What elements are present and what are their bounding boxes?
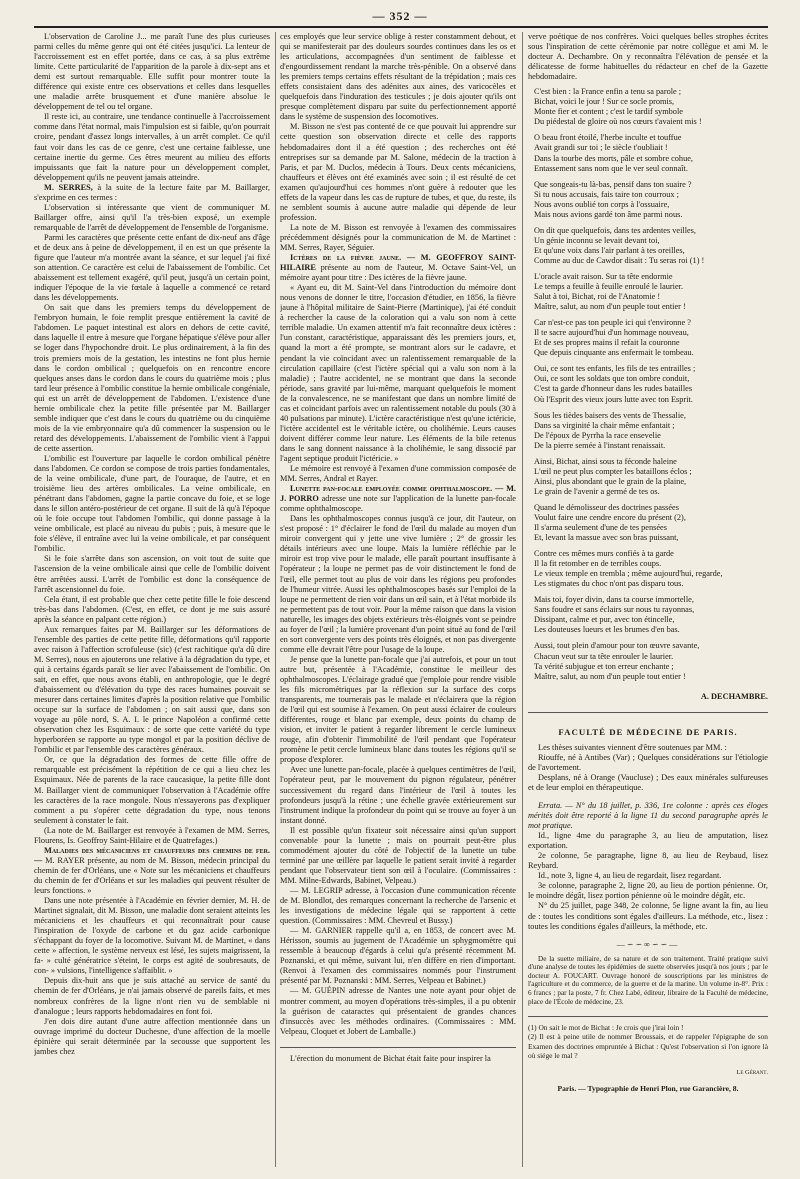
poem-line: Car n'est-ce pas ton peuple ici qui t'environne ? bbox=[534, 318, 691, 328]
poem-line: Maître, salut, au nom d'un peuple tout entier ! bbox=[534, 302, 686, 312]
poem-line: O beau front étoilé, l'herbe inculte et touffue bbox=[534, 133, 682, 143]
poem-line: C'est ta garde d'honneur dans les rudes batailles bbox=[534, 384, 693, 394]
errata-paragraph: Id., ligne 4me du paragraphe 3, au lieu de amputation, lisez exportation. bbox=[528, 831, 768, 851]
stanza bbox=[534, 272, 768, 318]
paragraph: verve poétique de nos confrères. Voici quelques belles strophes écrites sous l'inspiration de cette cérémonie par notre collègue et ami M. le docteur A. Dechambre. On y reconnaîtra l'élévation de pensée et la délicatesse de forme habituelles du rédacteur en chef de la Gazette hebdomadaire. bbox=[528, 32, 768, 82]
poem-line: Contre ces mêmes murs confiés à ta garde bbox=[534, 549, 674, 559]
poem bbox=[534, 87, 768, 687]
three-column-body bbox=[34, 32, 768, 1167]
section-divider bbox=[528, 712, 768, 713]
paragraph bbox=[34, 183, 270, 203]
stanza bbox=[534, 595, 768, 641]
poem-line: Et qu'une voix dans l'air parlant à tes oreilles, bbox=[534, 245, 685, 255]
poem-line: Voulut faire une cendre encore du présent (2), bbox=[534, 512, 686, 522]
footnotes bbox=[528, 1023, 768, 1060]
poem-line: Un génie inconnu se levait devant toi, bbox=[534, 235, 660, 245]
poem-line: Et, levant la massue avec son bras puissant, bbox=[534, 533, 679, 543]
errata-paragraph: 3e colonne, paragraphe 2, ligne 20, au lieu de portion pénienne. Or, le moindre dégât, lisez portion pénienne où le moindre dégât, etc. bbox=[528, 881, 768, 901]
paragraph: Depuis dix-huit ans que je suis attaché au service de santé du chemin de fer d'Orléans, je n'ai jamais observé de pareils faits, et mes nombreux confrères de la ligne n'ont rien vu de semblable ni d'analogue ; leurs rapports hebdomadaires en font foi. bbox=[34, 976, 270, 1016]
poem-line: L'oracle avait raison. Sur ta tête endormie bbox=[534, 271, 673, 281]
poem-line: Si tu nous accusais, fais taire ton courroux ; bbox=[534, 189, 679, 199]
poem-line: Du piédestal de gloire où nos cœurs t'avaient mis ! bbox=[534, 117, 702, 127]
paragraph-text: M. RAYER présente, au nom de M. Bisson, médecin principal du chemin de fer d'Orléans, une « Note sur les mécaniciens et chauffeurs du chemin de fer d'Orléans et sur les maladies qui peuvent résulter de leurs fonctions. » bbox=[34, 855, 270, 895]
paragraph: Les thèses suivantes viennent d'être soutenues par MM. : bbox=[538, 742, 727, 752]
paragraph: L'observation si intéressante que vient de communiquer M. Baillarger offre, ainsi qu'il l'a très-bien exposé, un exemple remarquable de l'arrêt de développement de l'ensemble de l'organisme. bbox=[34, 202, 270, 232]
footnote: (1) On sait le mot de Bichat : Je crois que j'irai loin ! bbox=[528, 1023, 684, 1033]
paragraph: J'en dois dire autant d'une autre affection mentionnée dans un ouvrage imprimé du docteur Duchesne, d'une affection de la moelle épinière qui serait déterminée par la secousse que supportent les jambes chez bbox=[34, 1016, 270, 1056]
poem-line: Il te sacre aujourd'hui d'un hommage nouveau, bbox=[534, 328, 689, 338]
poem-line: Oui, ce sont les soldats que ton ombre conduit, bbox=[534, 374, 690, 384]
poem-line: Chacun veut sur ta tête enrouler le laurier. bbox=[534, 651, 674, 661]
poem-line: Mais toi, foyer divin, dans ta course immortelle, bbox=[534, 595, 694, 605]
article-heading: Ictères de la fièvre jaune. — M. GEOFFROY SAINT-HILAIRE bbox=[280, 253, 516, 273]
footnote: (2) Il est à peine utile de nommer Broussais, et de rappeler l'épigraphe de son Examen des doctrines empruntée à Bichat : Qu'est l'observation si l'on ignore là où siége le mal ? bbox=[528, 1032, 768, 1060]
paragraph: Desplans, né à Orange (Vaucluse) ; Des eaux minérales sulfureuses et de leur emploi en thérapeutique. bbox=[528, 772, 768, 792]
paragraph: L'observation de Caroline J... me paraît l'une des plus curieuses parmi celles du même genre qui ont été citées jusqu'ici. La lenteur de l'accroissement est en effet portée, dans ce cas, à sa plus extrême limite. Cette particularité de l'apparition de la parole à dix-sept ans et demi est surtout remarquable. Elle suffit pour montrer toute la différence qui existe entre ces observations et celles dans lesquelles une maladie arrête brusquement et d'une manière absolue le développement de tel ou tel organe. bbox=[34, 32, 270, 112]
poem-line: Ta vérité subjugue et ton erreur enchante ; bbox=[534, 661, 674, 671]
paragraph: — M. LEGRIP adresse, à l'occasion d'une communication récente de M. Blondlot, des remarques concernant la recherche de l'arsenic et les investigations de médecine légale qui se rapportent à cette question. (Commissaires : MM. Chevreul et Bussy.) bbox=[280, 885, 516, 926]
paragraph: L'érection du monument de Bichat était faite pour inspirer la bbox=[290, 1053, 491, 1063]
errata-paragraph: Errata. — N° du 18 juillet, p. 336, 1re colonne : après ces éloges mérités doit être reporté à la ligne 11 du second paragraphe après le mot pratique. bbox=[528, 801, 768, 831]
header-rule bbox=[34, 26, 768, 28]
footnote-divider bbox=[528, 1016, 768, 1017]
poem-line: Sans foudre et sans éclairs sur nous tu rayonnas, bbox=[534, 605, 695, 615]
poem-line: Le vieux temple en trembla ; même aujourd'hui, regarde, bbox=[534, 569, 723, 579]
author-signature: A. DECHAMBRE. bbox=[700, 691, 768, 701]
poem-line: Ainsi, plus abondant que le grain de la plaine, bbox=[534, 476, 687, 486]
paragraph: On sait que dans les premiers temps du développement de l'embryon humain, le foie remplit presque entièrement la cavité de l'abdomen. Le paquet intestinal est alors en dehors de cette cavité, dans laquelle il entre à mesure que l'organe hépatique s'élève pour aller se loger dans l'hypochondre droit. Le plus ordinairement, à la fin des trois premiers mois de la gestation, les intestins ne font plus hernie dans le cordon ombilical ; quelquefois on en rencontre encore quelques anses dans le cordon dans le cours du quatrième mois ; plus tard leur présence à l'ombilic constitue la hernie ombilicale congéniale, qui est un arrêt de développement de l'abdomen. L'existence d'une hernie ombilicale chez la petite fille présentée par M. Baillarger semble indiquer que c'est dans le cours du quatrième ou du cinquième mois de la vie embryonnaire qu'a dû commencer la suspension ou le retard des développements. L'abaissement de l'ombilic vient à l'appui de cette assertion. bbox=[34, 303, 270, 453]
poem-line: L'œil ne peut plus compter les bataillons éclos ; bbox=[534, 466, 692, 476]
paragraph: « Ayant eu, dit M. Saint-Vel dans l'introduction du mémoire dont nous venons de donner le titre, l'occasion d'étudier, en 1856, la fièvre jaune à l'hôpital militaire de Saint-Pierre (Martinique), j'ai été conduit à rechercher la cause de la coloration qui a valu son nom à cette terrible maladie. Un examen attentif m'a fait reconnaître deux ictères : l'un constant, caractéristique, apparaissant dès les premiers jours, et, quand la mort a été prompte, se montrant alors sur le cadavre, et pendant la vie coïncidant avec un ralentissement remarquable de la circulation capillaire (c'est l'ictère spécial qui a valu son nom à la maladie) ; l'autre accidentel, ne se montrant que dans la seconde période, sans gravité par lui-même, marquant quelquefois le moment de la convalescence, ne se manifestant que dans un nombre limité de cas et coïncidant parfois avec un ralentissement notable du pouls (30 à 40 pulsations par minute). L'ictère caractéristique n'est qu'une ictéricie, l'ictère accidentel est le véritable ictère, ou cholihémie. Leurs causes doivent différer comme leur nature. Les éléments de la bile retenus dans le sang donnent naissance à la cholihémie, le sang dissocié par l'agent septique produit l'ictéricie. » bbox=[280, 283, 516, 463]
section-divider bbox=[280, 1047, 516, 1048]
poem-line: Bichat, voici le jour ! Sur ce socle promis, bbox=[534, 97, 675, 107]
book-advertisement: De la suette miliaire, de sa nature et de son traitement. Traité pratique suivi d'une analyse de toutes les épidémies de suette observées jusqu'à nos jours ; par le docteur A. FOUCART. Ouvrage honoré de souscriptions par les ministres de l'agriculture et du commerce, de la guerre et de la marine. Un volume in-8°. Prix : 6 francs ; par la poste, 7 fr. Chez Labé, éditeur, libraire de la Faculté de médecine, place de l'École de médecine, 23. bbox=[528, 954, 768, 1006]
paragraph: Le mémoire est renvoyé à l'examen d'une commission composée de MM. Serres, Andral et Rayer. bbox=[280, 464, 516, 484]
stanza bbox=[534, 87, 768, 133]
stanza bbox=[534, 364, 768, 410]
poem-line: Mais nous avions gardé ton âme parmi nous. bbox=[534, 209, 683, 219]
paragraph: Avec une lunette pan-focale, placée à quelques centimètres de l'œil, l'opérateur peut, par le mouvement du pignon régulateur, pénétrer successivement du regard dans l'intérieur de l'œil à toutes les profondeurs jusqu'à la rétine ; une échelle gravée extérieurement sur l'instrument indique la profondeur du point qui se trouve au foyer à un instant donné. bbox=[280, 765, 516, 825]
poem-line: Nous avons oublié ton corps à l'ossuaire, bbox=[534, 199, 670, 209]
paragraph: Dans les ophthalmoscopes connus jusqu'à ce jour, dit l'auteur, on s'est proposé : 1° d'éclairer le fond de l'œil du malade au moyen d'un miroir convergent qui y jette une vive lumière ; 2° de grossir les détails intérieurs avec une loupe. Mais la lumière réfléchie par le miroir est trop vive pour le malade, elle paraît pourtant insuffisante à l'opérateur ; la loupe ne permet pas de voir distinctement le fond de l'œil, elle permet tout au plus de voir dans les régions peu profondes de l'humeur vitrée. Aussi les ophthalmoscopes basés sur l'emploi de la loupe ne permettent de rien voir dans un œil sain, et à l'état morbide ils ne permettent pas de tout voir. Pour la même raison que dans la vision naturelle, les images des objets extérieurs très-éloignés vont se peindre au foyer de l'œil ; la lumière provenant d'un point situé au fond de l'œil en sort convergente vers des points très éloignés, et non pas divergente comme elle devrait l'être pour l'usage de la loupe. bbox=[280, 514, 516, 654]
poem-line: Sous les tièdes baisers des vents de Thessalie, bbox=[534, 410, 686, 420]
poem-line: Il s'arma seulement d'une de tes pensées bbox=[534, 523, 667, 533]
poem-line: Salut à toi, Bichat, roi de l'Anatomie ! bbox=[534, 292, 661, 302]
poem-line: Oui, ce sont tes enfants, les fils de tes entrailles ; bbox=[534, 364, 696, 374]
poem-line: Quand le démolisseur des doctrines passées bbox=[534, 502, 679, 512]
stanza bbox=[534, 318, 768, 364]
page-number: — 352 — bbox=[372, 9, 428, 23]
paragraph: Je pense que la lunette pan-focale que j'ai autrefois, et pour un tout autre but, présentée à l'Académie, constitue le meilleur des ophthalmoscopes. L'éclairage gradué que j'emploie pour rendre visible les fils micrométriques par la réflexion sur la surface des corps transparents, me tournerais pas le malade et n'éclairera que la région de l'œil qui est soumise à l'examen. On peut aussi éclairer de couleurs différentes, rouge et blanc par exemple, deux points du champ de vision, et inviter le patient à regarder librement le cercle lumineux rouge, afin d'obtenir l'immobilité de l'œil pendant que l'opérateur promène le petit cercle lumineux blanc dans toutes les régions qu'il se propose d'explorer. bbox=[280, 654, 516, 765]
paragraph-text: à la suite de la lecture faite par M. Baillarger, s'exprime en ces termes : bbox=[34, 182, 270, 202]
column-divider bbox=[522, 32, 523, 1167]
stanza bbox=[534, 503, 768, 549]
paragraph: Il reste ici, au contraire, une tendance continuelle à l'accroissement comme dans l'état normal, mais l'impulsion est si faible, qu'on pourrait croire, pendant d'assez longs intervalles, à un arrêt complet. Ce qu'il faut voir dans les cas de ce genre, c'est une certaine faiblesse, une certaine inertie du germe. Ces êtres meurent au milieu des efforts impuissants que fait la nature pour un développement complet, développement qu'ils ne peuvent jamais atteindre. bbox=[34, 112, 270, 182]
stanza bbox=[534, 641, 768, 687]
poem-line: Monte fier et content ; c'est le tardif symbole bbox=[534, 107, 683, 117]
stanza bbox=[534, 411, 768, 457]
article-heading: Maladies des mécaniciens et chauffeurs des chemins de fer. — bbox=[34, 845, 270, 865]
poem-line: Il la fit retomber en de terribles coups. bbox=[534, 559, 662, 569]
poem-line: Entassement sans nom que le ver seul connaît. bbox=[534, 163, 688, 173]
paragraph-text: présente au nom de l'auteur, M. Octave Saint-Vel, un mémoire ayant pour titre : Des ictères de la fièvre jaune. bbox=[280, 263, 516, 283]
paragraph: Parmi les caractères que présente cette enfant de dix-neuf ans d'âge et de deux ans à peine de développement, il en est un que présente la figure que l'auteur m'a montrée avant la séance, et sur lequel j'ai fixé son attention. Ce caractère est celui de l'abaissement de l'ombilic. Cet abaissement est tellement exagéré, qu'il peut, jusqu'à un certain point, indiquer l'époque de la vie fœtale à laquelle a commencé ce retard dans les développements. bbox=[34, 232, 270, 303]
ornament-divider: —∽∽∞∽∽— bbox=[616, 939, 680, 949]
paragraph: Si le foie s'arrête dans son ascension, on voit tout de suite que l'ascension de la veine ombilicale ainsi que celle de l'ombilic doivent être arrêtées aussi. L'arrêt de l'ombilic est donc la conséquence de l'arrêt ascensionnel du foie. bbox=[34, 554, 270, 594]
poem-line: Dissipant, calme et pur, avec ton étincelle, bbox=[534, 615, 675, 625]
paragraph: — M. GUÉPIN adresse de Nantes une note ayant pour objet de montrer comment, au moyen d'opérations très-simples, il a pu obtenir la guérison de cataractes qui présentaient de grandes chances d'insuccès avec les méthodes ordinaires. (Commissaires : MM. Velpeau, Cloquet et Jobert de Lamballe.) bbox=[280, 986, 516, 1036]
poem-line: Dans sa virginité la chair même enfantait ; bbox=[534, 420, 675, 430]
column-2 bbox=[280, 32, 516, 1167]
speaker-name: M. SERRES, bbox=[44, 182, 93, 192]
poem-line: Le grain de l'avenir a germé de tes os. bbox=[534, 486, 660, 496]
paragraph-text: adresse une note sur l'application de la lunette pan-focale comme ophthalmoscope. bbox=[280, 494, 516, 514]
poem-line: De la pierre semée à l'instant renaissait. bbox=[534, 440, 666, 450]
paragraph: ces employés que leur service oblige à rester constamment debout, et qui se manifesterait par des douleurs sourdes continues dans les os et les articulations, accompagnées d'un sentiment de faiblesse et d'engourdissement rendant la marche très-pénible. On a observé dans les premiers temps certains effets résultant de la trépidation ; mais ces effets consistaient dans des adénites aux aines, des varicocèles et quelquefois dans l'induration des testicules ; je dois ajouter qu'ils ont presque complètement disparu par suite du perfectionnement apporté dans le système de suspension des locomotives. bbox=[280, 32, 516, 122]
paragraph: — M. GARNIER rappelle qu'il a, en 1853, de concert avec M. Hérisson, soumis au jugement de l'Académie un sphygmomètre qui ressemble à beaucoup d'égards à celui qu'a présenté récemment M. Poznanski, et qui même, suivant lui, n'en diffère en rien d'important. (Renvoi à l'examen des commissaires nommés pour l'instrument présenté par M. Poznanski : MM. Serres, Velpeau et Babinet.) bbox=[280, 926, 516, 986]
stanza bbox=[534, 180, 768, 226]
paragraph: Aux remarques faites par M. Baillarger sur les déformations de l'ensemble des parties de cette petite fille, déformations qu'il rapporte avec raison à l'affection scrofuleuse (sic) (c'est rachitique qu'a dû dire M. Serres), nous en ajouterons une relative à la dégradation du type, et qui à certains égards paraît se lier avec l'abaissement de l'ombilic. On sait, en effet, que nous avons établi, en anthropologie, que le degré d'abaissement ou d'élévation du type des races humaines pouvait se mesurer dans certaines limites d'après la position relative que l'ombilic occupe sur la surface de l'abdomen ; on sait aussi que, dans son voyage au pôle nord, S. A. I. le prince Napoléon a confirmé cette observation chez les Esquimaux : de sorte que cette variété du type hyperboréen se rapporte au type mongol et par la position déclive de l'ombilic et par l'ensemble des caractères généraux. bbox=[34, 624, 270, 755]
section-title: FACULTÉ DE MÉDECINE DE PARIS. bbox=[558, 726, 738, 737]
errata-paragraph: Id., note 3, ligne 4, au lieu de regardait, lisez regardant. bbox=[538, 871, 722, 881]
article-heading: Lunette pan-focale employée comme ophthalmoscope. — M. J. PORRO bbox=[280, 484, 516, 504]
poem-line: Où l'Esprit des vieux jours lutte avec ton Esprit. bbox=[534, 394, 693, 404]
paragraph: Riouffe, né à Antibes (Var) ; Quelques considérations sur l'étiologie de l'avortement. bbox=[528, 752, 768, 772]
paragraph: M. Bisson ne s'est pas contenté de ce que pouvait lui apprendre sur cette question son observation directe et celle des rapports hebdomadaires dont il a été question ; des recherches ont été entreprises sur sa demande par M. Salone, médecin de la traction à Paris, et par M. Duclos, médecin à Tours. Deux cents mécaniciens, chauffeurs et élèves ont été examinés avec soin ; il est résulté de cet examen qu'aujourd'hui ces hommes n'ont guère à redouter que les effets de la vapeur dans les cas de rupture de tubes, et que, du reste, ils ne semblent soumis à aucune autre maladie qui dépende de leur profession. bbox=[280, 122, 516, 222]
paragraph: La note de M. Bisson est renvoyée à l'examen des commissaires précédemment désignés pour la communication de M. de Martinet : MM. Serres, Rayer, Séguier. bbox=[280, 222, 516, 252]
paragraph bbox=[34, 846, 270, 896]
errata-paragraph: N° du 25 juillet, page 348, 2e colonne, 5e ligne avant la fin, au lieu de : toutes les conditions sont égales d'ailleurs. La méthode, etc., lisez : toutes les conditions égales d'ailleurs, la méthode, etc. bbox=[528, 901, 768, 931]
poem-line: On dit que quelquefois, dans tes ardentes veilles, bbox=[534, 225, 696, 235]
poem-line: Les douteuses lueurs et les brumes d'en bas. bbox=[534, 625, 680, 635]
poem-line: Le temps a feuille à feuille enroulé le laurier. bbox=[534, 282, 684, 292]
paragraph: L'ombilic est l'ouverture par laquelle le cordon ombilical pénètre dans l'abdomen. Ce cordon se compose de trois parties fondamentales, de la veine ombilicale, d'une part, de l'ouraque, de l'autre, et en troisième lieu des artères ombilicales. La veine ombilicale, en pénétrant dans l'abdomen, gagne la partie concave du foie, et se loge dans le sillon antéro-postérieur de cet organe. Il suit de là qu'à l'époque où le foie occupe tout l'abdomen l'ombilic, qui donne passage à la veine ombilicale, est placé au niveau du pubis ; puis, à mesure que le foie s'élève, il entraîne avec lui la veine ombilicale, et par conséquent l'ombilic. bbox=[34, 453, 270, 554]
column-1 bbox=[34, 32, 270, 1167]
poem-line: Comme au duc de Cawdor disait : Tu seras roi (1) ! bbox=[534, 255, 705, 265]
paragraph bbox=[280, 253, 516, 283]
stanza bbox=[534, 457, 768, 503]
column-3 bbox=[528, 32, 768, 1167]
gerant-label: Le Gérant. bbox=[736, 1069, 768, 1077]
paragraph bbox=[280, 484, 516, 514]
poem-line: Que depuis cinquante ans enfermait le tombeau. bbox=[534, 348, 694, 358]
poem-line: Les stigmates du choc n'ont pas disparu tous. bbox=[534, 579, 684, 589]
printer-line: Paris. — Typographie de Henri Plon, rue Garancière, 8. bbox=[557, 1084, 739, 1094]
paragraph: Cela étant, il est probable que chez cette petite fille le foie descend très-bas dans l'abdomen. (C'est, en effet, ce dont je me suis assuré après la séance en palpant cette région.) bbox=[34, 594, 270, 624]
errata-paragraph: 2e colonne, 5e paragraphe, ligne 8, au lieu de Reybaud, lisez Reybard. bbox=[528, 851, 768, 871]
paragraph: Dans une note présentée à l'Académie en février dernier, M. H. de Martinet signalait, dit M. Bisson, une maladie dont seraient atteints les mécaniciens et les chauffeurs et qui reconnaîtrait pour cause l'inspiration de l'oxyde de carbone et du gaz acide carbonique s'échappant du foyer de la locomotive. Suivant M. de Martinet, « dans cette » affection, le système nerveux est lésé, les sujets maigrissent, la fa- » culté génératrice s'éteint, le corps est agité de soubresauts, de con- » vulsions, l'intelligence s'affaiblit. » bbox=[34, 896, 270, 976]
stanza bbox=[534, 549, 768, 595]
poem-line: Que songeais-tu là-bas, pensif dans ton suaire ? bbox=[534, 179, 692, 189]
paragraph: (La note de M. Baillarger est renvoyée à l'examen de MM. Serres, Flourens, Is. Geoffroy Saint-Hilaire et de Quatrefages.) bbox=[34, 825, 270, 845]
poem-line: Ainsi, Bichat, ainsi sous ta féconde haleine bbox=[534, 456, 677, 466]
poem-line: De l'époux de Pyrrha la race ensevelie bbox=[534, 430, 661, 440]
stanza bbox=[534, 226, 768, 272]
poem-line: Maître, salut, au nom d'un peuple tout entier ! bbox=[534, 671, 686, 681]
poem-line: Aussi, tout plein d'amour pour ton œuvre savante, bbox=[534, 641, 700, 651]
column-divider bbox=[275, 32, 276, 1167]
poem-line: C'est bien : la France enfin a tenu sa parole ; bbox=[534, 87, 682, 97]
poem-line: Avait grandi sur toi ; le siècle t'oubliait ! bbox=[534, 143, 668, 153]
poem-line: Dans la tourbe des morts, pâle et sombre cohue, bbox=[534, 153, 693, 163]
stanza bbox=[534, 133, 768, 179]
paragraph: Il est possible qu'un fixateur soit nécessaire ainsi qu'un support convenable pour la lunette ; mais on pourrait peut-être plus commodément ajouter du côté de l'objectif de la lunette un tube terminé par une œillère par laquelle le patient serait invité à regarder pendant que l'observateur tient son œil à l'oculaire. (Commissaires : MM. Milne-Edwards, Babinet, Velpeau.) bbox=[280, 825, 516, 885]
paragraph: Or, ce que la dégradation des formes de cette fille offre de remarquable est précisément la répétition de ce qui a lieu chez les Esquimaux. Née de parents de la race caucasique, la petite fille dont M. Baillarger vient de communiquer l'observation à l'Académie offre les caractères de la race mongole. Nous n'essayerons pas d'expliquer comment a pu s'opérer cette dégradation du type, nous tenons seulement à constater le fait. bbox=[34, 755, 270, 825]
poem-line: Et de ses propres mains il refait la couronne bbox=[534, 338, 680, 348]
